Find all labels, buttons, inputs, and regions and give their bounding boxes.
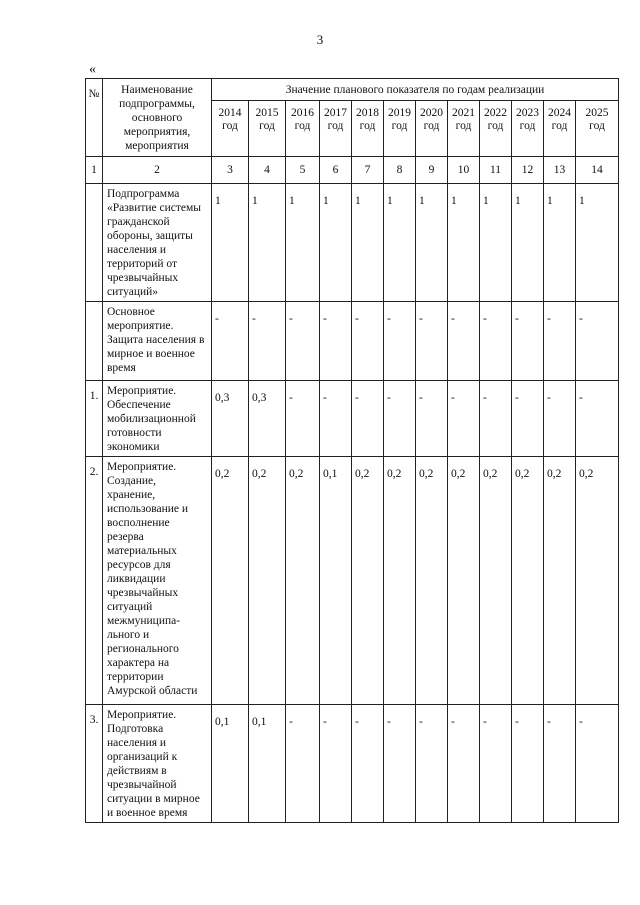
header-year-10: [544, 101, 576, 157]
row-value-cell: 1: [544, 184, 576, 302]
header-year-1: [249, 101, 286, 157]
header-year-3: [320, 101, 352, 157]
row-number: 1.: [86, 381, 103, 457]
year-unit: год: [294, 120, 311, 132]
row-value-cell: -: [416, 705, 448, 823]
row-number: [86, 184, 103, 302]
column-index-cell: 12: [512, 157, 544, 184]
row-value-cell: -: [512, 381, 544, 457]
row-value-cell: 0,3: [249, 381, 286, 457]
year-unit: год: [327, 120, 344, 132]
row-value-cell: 0,1: [212, 705, 249, 823]
page-number: 3: [316, 32, 324, 47]
row-value-cell: -: [512, 302, 544, 381]
year-unit: год: [519, 120, 536, 132]
header-row-group: [86, 79, 619, 101]
row-number: 2.: [86, 457, 103, 705]
row-value-cell: 1: [480, 184, 512, 302]
header-year-9: [512, 101, 544, 157]
row-name: Мероприятие. Обеспечение мобилизационной готовности экономики: [103, 381, 212, 457]
row-value-cell: 1: [576, 184, 619, 302]
year-label: 2019: [388, 107, 411, 119]
column-index-cell: 3: [212, 157, 249, 184]
row-value-cell: 0,2: [480, 457, 512, 705]
row-value-cell: -: [384, 705, 416, 823]
row-value-cell: 0,2: [448, 457, 480, 705]
row-value-cell: -: [544, 381, 576, 457]
row-value-cell: 1: [448, 184, 480, 302]
row-number: 3.: [86, 705, 103, 823]
row-value-cell: -: [480, 381, 512, 457]
row-name: Основное мероприятие. Защита населения в мирное и военное время: [103, 302, 212, 381]
row-value-cell: -: [384, 381, 416, 457]
year-unit: год: [259, 120, 275, 132]
header-year-7: [448, 101, 480, 157]
year-unit: год: [551, 120, 568, 132]
row-value-cell: -: [320, 705, 352, 823]
year-unit: год: [589, 120, 605, 132]
row-value-cell: -: [448, 705, 480, 823]
table-row: [86, 457, 619, 705]
row-value-cell: -: [480, 302, 512, 381]
row-value-cell: -: [212, 302, 249, 381]
year-unit: год: [455, 120, 472, 132]
header-years-group: Значение планового показателя по годам реализации: [212, 79, 619, 101]
year-label: 2022: [484, 107, 507, 119]
row-value-cell: -: [352, 705, 384, 823]
row-value-cell: 0,2: [512, 457, 544, 705]
row-value-cell: 1: [512, 184, 544, 302]
row-value-cell: -: [480, 705, 512, 823]
row-value-cell: 0,2: [576, 457, 619, 705]
column-index-cell: 7: [352, 157, 384, 184]
row-value-cell: 1: [384, 184, 416, 302]
column-index-cell: 9: [416, 157, 448, 184]
row-value-cell: -: [286, 302, 320, 381]
year-label: 2021: [452, 107, 475, 119]
row-value-cell: 0,2: [249, 457, 286, 705]
year-unit: год: [359, 120, 376, 132]
row-value-cell: -: [384, 302, 416, 381]
row-value-cell: 0,2: [384, 457, 416, 705]
row-value-cell: -: [249, 302, 286, 381]
year-label: 2016: [291, 107, 314, 119]
row-value-cell: 1: [416, 184, 448, 302]
column-index-cell: 10: [448, 157, 480, 184]
row-value-cell: -: [286, 381, 320, 457]
column-index-cell: 11: [480, 157, 512, 184]
row-value-cell: 0,1: [320, 457, 352, 705]
column-index-cell: 5: [286, 157, 320, 184]
row-value-cell: -: [576, 705, 619, 823]
year-label: 2014: [218, 107, 242, 119]
row-value-cell: 1: [286, 184, 320, 302]
row-value-cell: -: [416, 381, 448, 457]
header-name: Наименование подпрограммы, основного мероприятия, мероприятия: [103, 79, 212, 157]
column-index-cell: 14: [576, 157, 619, 184]
row-value-cell: -: [576, 381, 619, 457]
header-year-6: [416, 101, 448, 157]
row-name: Подпрограмма «Развитие системы гражданской обороны, защиты населения и территорий от чрезвычайных ситуаций»: [103, 184, 212, 302]
year-label: 2015: [255, 107, 279, 119]
header-year-5: [384, 101, 416, 157]
row-value-cell: 1: [212, 184, 249, 302]
column-index-cell: 1: [86, 157, 103, 184]
header-year-8: [480, 101, 512, 157]
year-label: 2017: [324, 107, 347, 119]
row-value-cell: -: [352, 302, 384, 381]
year-label: 2023: [516, 107, 539, 119]
row-value-cell: -: [320, 381, 352, 457]
row-value-cell: 0,1: [249, 705, 286, 823]
year-label: 2020: [420, 107, 443, 119]
year-unit: год: [391, 120, 408, 132]
row-value-cell: -: [512, 705, 544, 823]
opening-quote: «: [89, 62, 96, 77]
row-value-cell: 0,2: [286, 457, 320, 705]
year-unit: год: [222, 120, 238, 132]
row-value-cell: 1: [352, 184, 384, 302]
year-unit: год: [487, 120, 504, 132]
row-value-cell: -: [286, 705, 320, 823]
row-value-cell: -: [320, 302, 352, 381]
row-value-cell: 0,2: [416, 457, 448, 705]
row-value-cell: 1: [320, 184, 352, 302]
row-value-cell: 0,3: [212, 381, 249, 457]
table-row: [86, 184, 619, 302]
row-name: Мероприятие. Создание, хранение, использование и восполнение резерва материальных ресурсов для ликвидации чрезвычайных ситуаций межмуниципа-льного и регионального характера на территории Амурской области: [103, 457, 212, 705]
column-index-cell: 8: [384, 157, 416, 184]
column-index-cell: 13: [544, 157, 576, 184]
header-year-2: [286, 101, 320, 157]
row-value-cell: -: [448, 302, 480, 381]
row-number: [86, 302, 103, 381]
year-label: 2024: [548, 107, 571, 119]
year-unit: год: [423, 120, 440, 132]
column-index-cell: 6: [320, 157, 352, 184]
header-year-4: [352, 101, 384, 157]
row-value-cell: 1: [249, 184, 286, 302]
column-index-cell: 4: [249, 157, 286, 184]
row-value-cell: -: [576, 302, 619, 381]
header-year-11: [576, 101, 619, 157]
year-label: 2018: [356, 107, 379, 119]
plan-indicators-table: [85, 78, 619, 823]
table-row: [86, 302, 619, 381]
year-label: 2025: [585, 107, 609, 119]
column-index-row: [86, 157, 619, 184]
column-index-cell: 2: [103, 157, 212, 184]
header-year-0: [212, 101, 249, 157]
table-row: [86, 705, 619, 823]
header-num: №: [86, 79, 103, 157]
row-value-cell: -: [544, 302, 576, 381]
row-value-cell: -: [416, 302, 448, 381]
row-value-cell: -: [544, 705, 576, 823]
row-value-cell: 0,2: [352, 457, 384, 705]
row-value-cell: -: [448, 381, 480, 457]
row-value-cell: -: [352, 381, 384, 457]
row-name: Мероприятие. Подготовка населения и организаций к действиям в чрезвычайной ситуации в мирное и военное время: [103, 705, 212, 823]
table-row: [86, 381, 619, 457]
row-value-cell: 0,2: [544, 457, 576, 705]
row-value-cell: 0,2: [212, 457, 249, 705]
